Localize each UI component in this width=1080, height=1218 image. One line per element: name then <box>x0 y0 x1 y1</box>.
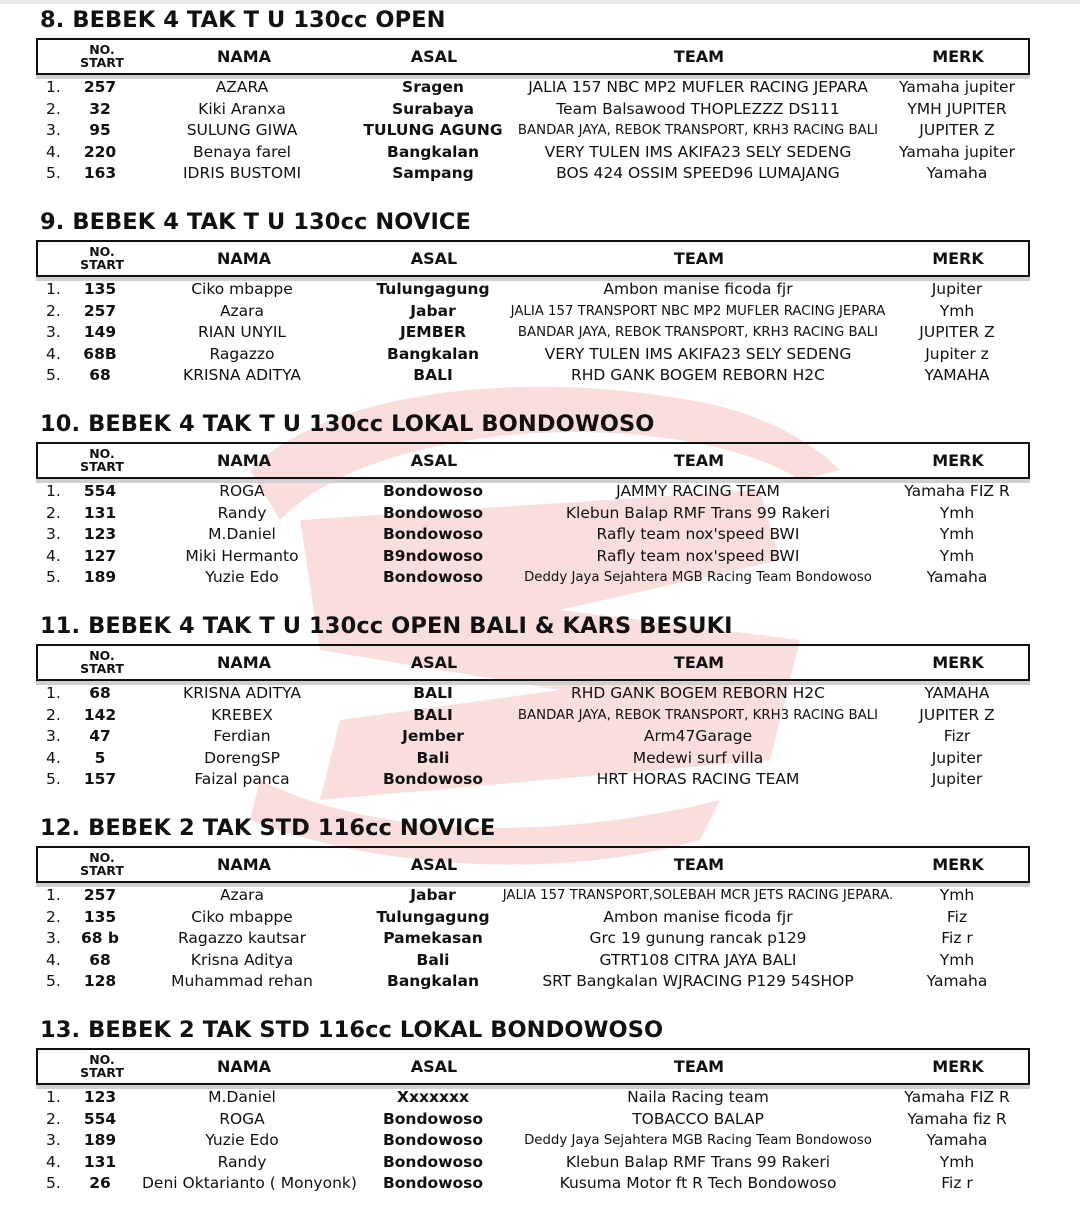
header-no-start: NO. START <box>80 244 124 272</box>
cell-merk: JUPITER Z <box>919 121 995 140</box>
cell-merk: Fizr <box>943 727 971 746</box>
cell-merk: JUPITER Z <box>919 323 995 342</box>
cell-merk: Jupiter <box>931 770 983 789</box>
cell-merk: Yamaha FIZ R <box>904 482 1010 500</box>
table-row <box>0 683 1080 705</box>
cell-asal: Bangkalan <box>387 344 479 363</box>
cell-merk: Ymh <box>939 546 975 565</box>
table-row <box>0 928 1080 950</box>
table-row <box>0 546 1080 568</box>
header-merk: MERK <box>932 653 984 672</box>
cell-position: 4. <box>46 748 61 767</box>
cell-team: BOS 424 OSSIM SPEED96 LUMAJANG <box>556 164 840 183</box>
cell-position: 3. <box>46 323 61 342</box>
cell-merk: YAMAHA <box>924 684 990 702</box>
cell-position: 3. <box>46 1131 61 1150</box>
table-body <box>0 77 1080 185</box>
table-row <box>0 301 1080 323</box>
cell-merk: Jupiter <box>931 748 983 767</box>
cell-merk: Jupiter z <box>925 344 989 363</box>
table-header <box>36 1048 1030 1085</box>
table-body <box>0 481 1080 589</box>
table-body <box>0 1087 1080 1195</box>
cell-start-number: 68B <box>83 344 117 363</box>
cell-merk: JUPITER Z <box>919 705 995 724</box>
cell-team: JALIA 157 TRANSPORT,SOLEBAH MCR JETS RACING JEPARA. <box>502 888 894 903</box>
cell-position: 2. <box>46 99 61 118</box>
table-row <box>0 142 1080 164</box>
cell-nama: Ragazzo kautsar <box>178 929 306 948</box>
table-row <box>0 567 1080 589</box>
table-row <box>0 907 1080 929</box>
cell-position: 3. <box>46 525 61 544</box>
cell-nama: Ciko mbappe <box>191 280 293 298</box>
cell-start-number: 157 <box>83 770 117 789</box>
cell-merk: Yamaha FIZ R <box>904 1088 1010 1106</box>
cell-asal: B9ndowoso <box>382 546 484 565</box>
cell-asal: Xxxxxxx <box>397 1088 469 1106</box>
cell-asal: Sampang <box>392 164 474 183</box>
header-asal: ASAL <box>410 653 458 672</box>
cell-start-number: 554 <box>83 482 117 500</box>
cell-start-number: 131 <box>83 1152 117 1171</box>
cell-position: 3. <box>46 929 61 948</box>
cell-start-number: 68 <box>89 366 111 385</box>
header-asal: ASAL <box>410 47 458 66</box>
table-body <box>0 683 1080 791</box>
cell-position: 4. <box>46 546 61 565</box>
cell-nama: Randy <box>217 503 267 522</box>
table-body <box>0 885 1080 993</box>
cell-nama: KREBEX <box>211 705 273 724</box>
cell-merk: Jupiter <box>931 280 983 298</box>
cell-team: RHD GANK BOGEM REBORN H2C <box>570 684 825 702</box>
cell-team: RHD GANK BOGEM REBORN H2C <box>570 366 825 385</box>
table-row <box>0 950 1080 972</box>
race-class-section <box>0 1016 1080 1218</box>
cell-start-number: 127 <box>83 546 117 565</box>
cell-start-number: 26 <box>89 1174 111 1193</box>
cell-nama: Yuzie Edo <box>205 568 279 587</box>
cell-position: 2. <box>46 301 61 320</box>
cell-nama: IDRIS BUSTOMI <box>182 164 302 183</box>
cell-asal: Jabar <box>410 301 456 320</box>
cell-position: 1. <box>46 684 61 702</box>
cell-asal: Surabaya <box>392 99 474 118</box>
cell-team: Grc 19 gunung rancak p129 <box>589 929 807 948</box>
cell-team: Klebun Balap RMF Trans 99 Rakeri <box>565 1152 831 1171</box>
table-row <box>0 524 1080 546</box>
cell-team: HRT HORAS RACING TEAM <box>596 770 800 789</box>
header-merk: MERK <box>932 855 984 874</box>
cell-asal: Tulungagung <box>376 280 490 298</box>
section-title: 13. BEBEK 2 TAK STD 116cc LOKAL BONDOWOSO <box>40 1017 664 1043</box>
cell-team: BANDAR JAYA, REBOK TRANSPORT, KRH3 RACING BALI <box>517 123 879 139</box>
table-row <box>0 748 1080 770</box>
cell-merk: Fiz <box>946 907 968 926</box>
header-merk: MERK <box>932 1057 984 1076</box>
table-row <box>0 885 1080 907</box>
top-divider <box>0 0 1080 4</box>
table-row <box>0 279 1080 301</box>
cell-position: 2. <box>46 907 61 926</box>
cell-merk: Yamaha <box>926 972 988 991</box>
race-class-section <box>0 410 1080 612</box>
cell-nama: Faizal panca <box>194 770 290 789</box>
cell-nama: Muhammad rehan <box>171 972 313 991</box>
cell-start-number: 189 <box>83 568 117 587</box>
cell-position: 2. <box>46 503 61 522</box>
header-nama: NAMA <box>216 1057 272 1076</box>
cell-team: GTRT108 CITRA JAYA BALI <box>599 950 797 969</box>
cell-merk: Ymh <box>939 886 975 904</box>
cell-nama: Miki Hermanto <box>185 546 299 565</box>
cell-start-number: 163 <box>83 164 117 183</box>
section-title: 8. BEBEK 4 TAK T U 130cc OPEN <box>40 7 446 33</box>
cell-merk: Fiz r <box>941 929 973 948</box>
header-no-start: NO. START <box>80 1052 124 1080</box>
race-class-section <box>0 814 1080 1016</box>
cell-start-number: 128 <box>83 972 117 991</box>
cell-asal: Bondowoso <box>382 1131 484 1150</box>
table-row <box>0 503 1080 525</box>
header-nama: NAMA <box>216 855 272 874</box>
header-no-start: NO. START <box>80 42 124 70</box>
header-merk: MERK <box>932 249 984 268</box>
cell-asal: Sragen <box>402 78 464 96</box>
header-nama: NAMA <box>216 47 272 66</box>
header-asal: ASAL <box>410 1057 458 1076</box>
cell-asal: Bondowoso <box>382 525 484 544</box>
header-team: TEAM <box>673 653 725 672</box>
cell-position: 5. <box>46 366 61 385</box>
cell-team: JALIA 157 NBC MP2 MUFLER RACING JEPARA <box>528 78 868 96</box>
cell-team: Kusuma Motor ft R Tech Bondowoso <box>559 1174 837 1193</box>
cell-merk: YAMAHA <box>924 366 990 385</box>
cell-start-number: 135 <box>83 907 117 926</box>
race-class-section <box>0 6 1080 208</box>
table-row <box>0 163 1080 185</box>
table-header <box>36 38 1030 75</box>
cell-start-number: 220 <box>83 142 117 161</box>
header-nama: NAMA <box>216 451 272 470</box>
cell-team: BANDAR JAYA, REBOK TRANSPORT, KRH3 RACING BALI <box>517 707 879 723</box>
cell-team: VERY TULEN IMS AKIFA23 SELY SEDENG <box>544 142 852 161</box>
cell-nama: M.Daniel <box>208 525 276 544</box>
cell-asal: BALI <box>413 366 453 385</box>
header-no-start: NO. START <box>80 648 124 676</box>
race-class-section <box>0 208 1080 410</box>
cell-merk: Yamaha fiz R <box>907 1109 1007 1128</box>
cell-start-number: 32 <box>89 99 111 118</box>
cell-team: Arm47Garage <box>643 727 753 746</box>
cell-position: 5. <box>46 972 61 991</box>
cell-asal: Bondowoso <box>382 770 484 789</box>
cell-asal: Jabar <box>410 886 456 904</box>
table-header <box>36 846 1030 883</box>
table-row <box>0 705 1080 727</box>
cell-start-number: 68 <box>89 950 111 969</box>
cell-asal: Jember <box>402 727 464 746</box>
section-title: 10. BEBEK 4 TAK T U 130cc LOKAL BONDOWOSO <box>40 411 655 437</box>
cell-asal: BALI <box>413 705 453 724</box>
cell-asal: Bondowoso <box>382 482 484 500</box>
cell-merk: Ymh <box>939 1152 975 1171</box>
cell-position: 5. <box>46 1174 61 1193</box>
cell-nama: Ferdian <box>213 727 271 746</box>
cell-asal: Bangkalan <box>387 972 479 991</box>
cell-asal: Bondowoso <box>382 1152 484 1171</box>
cell-nama: SULUNG GIWA <box>186 121 298 140</box>
table-row <box>0 322 1080 344</box>
table-row <box>0 344 1080 366</box>
cell-merk: Ymh <box>939 503 975 522</box>
header-nama: NAMA <box>216 653 272 672</box>
cell-team: JAMMY RACING TEAM <box>616 482 780 500</box>
table-row <box>0 120 1080 142</box>
cell-start-number: 95 <box>89 121 111 140</box>
cell-position: 1. <box>46 482 61 500</box>
cell-team: Ambon manise ficoda fjr <box>603 280 793 298</box>
cell-position: 5. <box>46 164 61 183</box>
cell-team: Team Balsawood THOPLEZZZ DS111 <box>556 99 840 118</box>
cell-position: 1. <box>46 886 61 904</box>
cell-position: 4. <box>46 1152 61 1171</box>
cell-nama: Ragazzo <box>209 344 275 363</box>
header-asal: ASAL <box>410 249 458 268</box>
cell-position: 4. <box>46 344 61 363</box>
race-class-section <box>0 612 1080 814</box>
cell-position: 1. <box>46 78 61 96</box>
cell-nama: DorengSP <box>204 748 280 767</box>
cell-merk: Ymh <box>939 525 975 544</box>
cell-merk: Ymh <box>939 301 975 320</box>
cell-merk: Yamaha <box>926 568 988 587</box>
cell-position: 2. <box>46 705 61 724</box>
cell-nama: AZARA <box>215 78 269 96</box>
table-row <box>0 1152 1080 1174</box>
cell-team: Deddy Jaya Sejahtera MGB Racing Team Bondowoso <box>524 570 872 586</box>
cell-nama: M.Daniel <box>208 1088 276 1106</box>
cell-asal: Bangkalan <box>387 142 479 161</box>
cell-team: Deddy Jaya Sejahtera MGB Racing Team Bondowoso <box>524 1133 872 1149</box>
cell-nama: Yuzie Edo <box>205 1131 279 1150</box>
table-header <box>36 240 1030 277</box>
cell-team: Klebun Balap RMF Trans 99 Rakeri <box>565 503 831 522</box>
cell-nama: Azara <box>219 886 265 904</box>
cell-start-number: 68 <box>89 684 111 702</box>
cell-team: JALIA 157 TRANSPORT NBC MP2 MUFLER RACING JEPARA <box>510 303 886 319</box>
cell-start-number: 257 <box>83 301 117 320</box>
cell-position: 1. <box>46 1088 61 1106</box>
cell-merk: Yamaha <box>926 1131 988 1150</box>
cell-position: 4. <box>46 142 61 161</box>
cell-nama: Azara <box>219 301 265 320</box>
header-team: TEAM <box>673 855 725 874</box>
cell-nama: Benaya farel <box>193 142 291 161</box>
table-row <box>0 971 1080 993</box>
cell-asal: Tulungagung <box>376 907 490 926</box>
cell-start-number: 257 <box>83 886 117 904</box>
table-row <box>0 481 1080 503</box>
header-asal: ASAL <box>410 855 458 874</box>
cell-nama: KRISNA ADITYA <box>183 684 301 702</box>
header-team: TEAM <box>673 1057 725 1076</box>
cell-asal: TULUNG AGUNG <box>363 121 503 140</box>
header-nama: NAMA <box>216 249 272 268</box>
cell-start-number: 123 <box>83 1088 117 1106</box>
header-team: TEAM <box>673 249 725 268</box>
cell-nama: ROGA <box>219 482 265 500</box>
header-team: TEAM <box>673 451 725 470</box>
table-row <box>0 726 1080 748</box>
cell-nama: Krisna Aditya <box>190 950 294 969</box>
cell-merk: Fiz r <box>941 1174 973 1193</box>
header-merk: MERK <box>932 47 984 66</box>
header-team: TEAM <box>673 47 725 66</box>
section-title: 12. BEBEK 2 TAK STD 116cc NOVICE <box>40 815 496 841</box>
cell-start-number: 68 b <box>80 929 120 948</box>
cell-team: Naila Racing team <box>627 1088 769 1106</box>
cell-position: 3. <box>46 727 61 746</box>
table-row <box>0 1109 1080 1131</box>
cell-start-number: 131 <box>83 503 117 522</box>
cell-position: 3. <box>46 121 61 140</box>
cell-nama: KRISNA ADITYA <box>183 366 301 385</box>
cell-position: 1. <box>46 280 61 298</box>
cell-position: 4. <box>46 950 61 969</box>
cell-team: BANDAR JAYA, REBOK TRANSPORT, KRH3 RACING BALI <box>517 325 879 341</box>
cell-asal: Bali <box>416 748 450 767</box>
cell-merk: Yamaha <box>926 164 988 183</box>
header-no-start: NO. START <box>80 850 124 878</box>
cell-team: SRT Bangkalan WJRACING P129 54SHOP <box>542 972 854 991</box>
cell-start-number: 47 <box>89 727 111 746</box>
cell-asal: Bondowoso <box>382 1109 484 1128</box>
cell-team: Rafly team nox'speed BWI <box>596 525 800 544</box>
cell-merk: Ymh <box>939 950 975 969</box>
cell-team: Ambon manise ficoda fjr <box>603 907 793 926</box>
header-asal: ASAL <box>410 451 458 470</box>
cell-asal: Bali <box>416 950 450 969</box>
table-row <box>0 769 1080 791</box>
cell-start-number: 5 <box>94 748 106 767</box>
cell-start-number: 257 <box>83 78 117 96</box>
cell-nama: Deni Oktarianto ( Monyonk) <box>142 1174 357 1193</box>
cell-nama: Ciko mbappe <box>191 907 293 926</box>
cell-nama: RIAN UNYIL <box>197 323 287 342</box>
cell-asal: Pamekasan <box>383 929 483 948</box>
cell-asal: JEMBER <box>399 323 467 342</box>
header-merk: MERK <box>932 451 984 470</box>
cell-asal: Bondowoso <box>382 503 484 522</box>
cell-asal: Bondowoso <box>382 568 484 587</box>
cell-team: Rafly team nox'speed BWI <box>596 546 800 565</box>
table-row <box>0 1087 1080 1109</box>
table-header <box>36 442 1030 479</box>
cell-start-number: 142 <box>83 705 117 724</box>
cell-team: TOBACCO BALAP <box>632 1109 764 1128</box>
cell-start-number: 554 <box>83 1109 117 1128</box>
cell-nama: ROGA <box>219 1109 265 1128</box>
cell-nama: Kiki Aranxa <box>198 99 286 118</box>
cell-merk: Yamaha jupiter <box>899 142 1015 161</box>
cell-merk: YMH JUPITER <box>907 99 1007 118</box>
cell-start-number: 123 <box>83 525 117 544</box>
cell-position: 2. <box>46 1109 61 1128</box>
table-row <box>0 365 1080 387</box>
cell-asal: Bondowoso <box>382 1174 484 1193</box>
table-row <box>0 99 1080 121</box>
table-row <box>0 1173 1080 1195</box>
cell-start-number: 189 <box>83 1131 117 1150</box>
table-header <box>36 644 1030 681</box>
cell-team: Medewi surf villa <box>632 748 764 767</box>
cell-position: 5. <box>46 568 61 587</box>
table-body <box>0 279 1080 387</box>
cell-merk: Yamaha jupiter <box>899 78 1015 96</box>
cell-team: VERY TULEN IMS AKIFA23 SELY SEDENG <box>544 344 852 363</box>
cell-start-number: 149 <box>83 323 117 342</box>
cell-asal: BALI <box>413 684 453 702</box>
section-title: 9. BEBEK 4 TAK T U 130cc NOVICE <box>40 209 471 235</box>
cell-position: 5. <box>46 770 61 789</box>
section-title: 11. BEBEK 4 TAK T U 130cc OPEN BALI & KARS BESUKI <box>40 613 733 639</box>
table-row <box>0 77 1080 99</box>
header-no-start: NO. START <box>80 446 124 474</box>
table-row <box>0 1130 1080 1152</box>
cell-nama: Randy <box>217 1152 267 1171</box>
cell-start-number: 135 <box>83 280 117 298</box>
